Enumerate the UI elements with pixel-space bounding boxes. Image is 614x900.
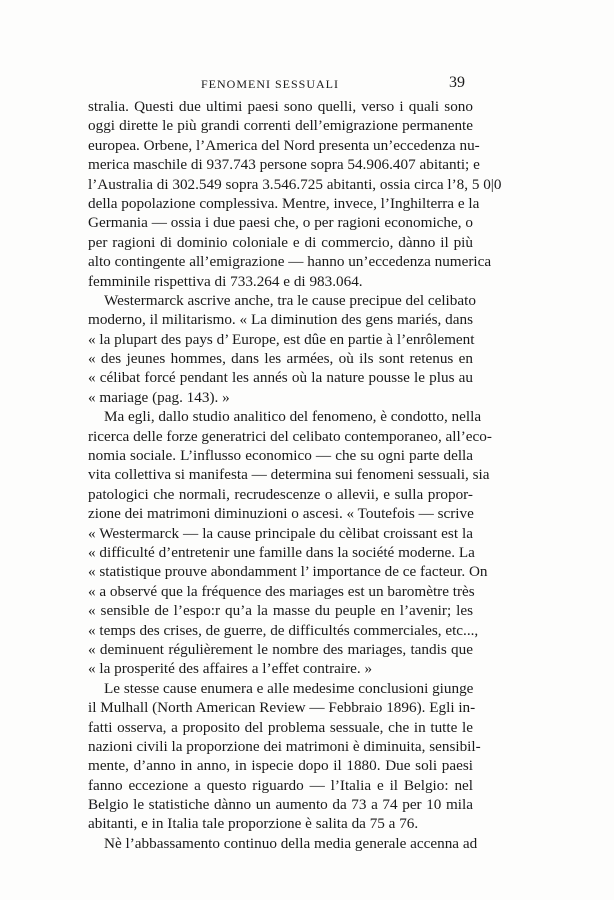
text-line: abitanti, e in Italia tale proporzione è salita da 75 a 76.: [88, 815, 419, 833]
text-line: fatti osserva, a proposito del problema sessuale, che in tutte le: [88, 718, 473, 736]
text-line: « difficulté d’entretenir une famille dans la société moderne. La: [88, 543, 475, 561]
text-line: « statistique prouve abondamment l’ importance de ce facteur. On: [88, 563, 488, 581]
text-line: « deminuent régulièrement le nombre des mariages, tandis que: [88, 640, 473, 658]
text-line: il Mulhall (North American Review — Febbraio 1896). Egli in-: [88, 699, 476, 717]
text-line: mente, d’anno in anno, in ispecie dopo il 1880. Due soli paesi: [88, 757, 473, 775]
text-line: Westermarck ascrive anche, tra le cause precipue del celibato: [104, 291, 476, 309]
text-line: merica maschile di 937.743 persone sopra 54.906.407 abitanti; e: [88, 156, 480, 174]
paragraph-2: [88, 291, 476, 407]
text-line: per ragioni di dominio coloniale e di commercio, dànno il più: [88, 233, 473, 251]
text-line: « Westermarck — la cause principale du cèlibat croissant est la: [88, 524, 473, 542]
text-line: « la plupart des pays d’ Europe, est dûe en partie à l’enrôlement: [88, 330, 475, 348]
text-line: « célibat forcé pendant les annés où la nature pousse le plus au: [88, 369, 473, 387]
text-line: nazioni civili la proporzione dei matrimoni è diminuita, sensibil-: [88, 737, 481, 755]
text-line: l’Australia di 302.549 sopra 3.546.725 abitanti, ossia circa l’8, 5 0|0: [88, 175, 502, 193]
text-line: zione dei matrimoni diminuzioni o ascesi. « Toutefois — scrive: [88, 505, 474, 523]
text-line: « mariage (pag. 143). »: [88, 388, 230, 406]
text-line: alto contingente all’emigrazione — hanno un’eccedenza numerica: [88, 253, 492, 271]
paragraph-1: [88, 97, 502, 291]
text-line: vita collettiva si manifesta — determina sui fenomeni sessuali, sia: [88, 466, 490, 484]
text-line: « des jeunes hommes, dans les armées, où ils sont retenus en: [88, 350, 473, 368]
paragraph-5: [88, 834, 478, 853]
text-line: oggi dirette le più grandi correnti dell’emigrazione permanente: [88, 117, 473, 135]
text-line: Ma egli, dallo studio analitico del fenomeno, è condotto, nella: [104, 408, 482, 426]
text-line: Belgio le statistiche dànno un aumento da 73 a 74 per 10 mila: [88, 796, 473, 814]
text-line: stralia. Questi due ultimi paesi sono quelli, verso i quali sono: [88, 98, 473, 115]
text-line: Nè l’abbassamento continuo della media generale accenna ad: [104, 834, 478, 852]
text-line: ricerca delle forze generatrici del celibato contemporaneo, all’eco-: [88, 427, 492, 445]
text-line: patologici che normali, recrudescenze o allevii, e sulla propor-: [88, 485, 473, 503]
paragraph-4: [88, 679, 481, 834]
text-line: moderno, il militarismo. « La diminution des gens mariés, dans: [88, 311, 473, 329]
running-title: FENOMENI SESSUALI: [200, 77, 339, 91]
body-text: [88, 97, 502, 853]
text-line: femminile rispettiva di 733.264 e di 983.064.: [88, 272, 363, 290]
text-line: Germania — ossia i due paesi che, o per ragioni economiche, o: [88, 214, 473, 232]
paragraph-3: [88, 407, 492, 678]
text-line: « temps des crises, de guerre, de difficultés commerciales, etc...,: [88, 621, 479, 639]
text-line: « a observé que la fréquence des mariages est un baromètre très: [88, 582, 475, 600]
text-line: Le stesse cause enumera e alle medesime conclusioni giunge: [104, 679, 474, 697]
text-line: nomia sociale. L’influsso economico — che su ogni parte della: [88, 447, 473, 465]
text-line: « sensible de l’espo:r qu’a la masse du peuple en l’avenir; les: [88, 602, 473, 620]
text-line: della popolazione complessiva. Mentre, invece, l’Inghilterra e la: [88, 194, 480, 212]
text-line: europea. Orbene, l’America del Nord presenta un’eccedenza nu-: [88, 136, 480, 154]
text-line: « la prosperité des affaires a l’effet contraire. »: [88, 660, 373, 678]
page-number: 39: [449, 74, 465, 91]
text-line: fanno eccezione a questo riguardo — l’Italia e il Belgio: nel: [88, 776, 473, 794]
